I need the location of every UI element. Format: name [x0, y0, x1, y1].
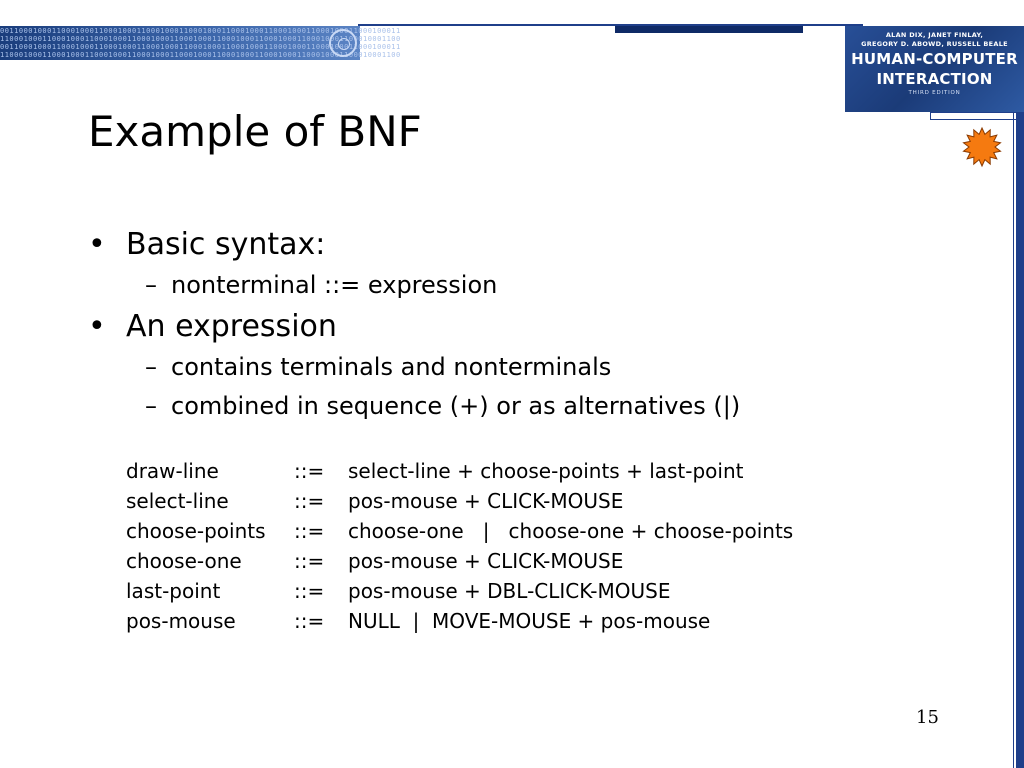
rule-operator: ::=	[294, 579, 325, 603]
rule-operator: ::=	[294, 519, 325, 543]
rule-expression: pos-mouse + CLICK-MOUSE	[348, 489, 624, 513]
rule-nonterminal: pos-mouse	[126, 609, 236, 633]
bullet-marker: •	[88, 227, 106, 262]
rule-nonterminal: last-point	[126, 579, 221, 603]
slide-title: Example of BNF	[88, 107, 422, 156]
rule-expression: choose-one | choose-one + choose-points	[348, 519, 794, 543]
binary-row: 1100010001100010001100010001100010001100010001100010001100010001100010001100010001100	[0, 51, 401, 59]
binary-row: 0011000100011000100011000100011000100011000100011000100011000100011000100011000100011	[0, 27, 401, 35]
rule-expression: NULL | MOVE-MOUSE + pos-mouse	[348, 609, 711, 633]
binary-row: 0011000100011000100011000100011000100011000100011000100011000100011000100011000100011	[0, 43, 401, 51]
sub-bullet-text: nonterminal ::= expression	[171, 271, 498, 299]
book-authors-line: ALAN DIX, JANET FINLAY,	[885, 31, 984, 39]
sub-bullet-text: contains terminals and nonterminals	[171, 353, 612, 381]
book-edition: THIRD EDITION	[908, 90, 961, 96]
rule-operator: ::=	[294, 549, 325, 573]
sub-bullet-marker: –	[145, 392, 157, 420]
book-cover-logo	[845, 26, 1024, 112]
rule-operator: ::=	[294, 609, 325, 633]
page-number: 15	[916, 707, 939, 728]
header-accent-bar	[615, 26, 803, 33]
rule-nonterminal: choose-points	[126, 519, 266, 543]
book-authors-line: GREGORY D. ABOWD, RUSSELL BEALE	[861, 40, 1008, 48]
emblem-icon	[329, 29, 357, 57]
logo-underline	[930, 112, 1024, 120]
sub-bullet-marker: –	[145, 353, 157, 381]
sub-bullet-marker: –	[145, 271, 157, 299]
rule-operator: ::=	[294, 459, 325, 483]
bullet-text: Basic syntax:	[126, 227, 326, 262]
bullet-marker: •	[88, 309, 106, 344]
starburst-icon	[962, 127, 1002, 167]
binary-row: 1100010001100010001100010001100010001100010001100010001100010001100010001100010001100	[0, 35, 401, 43]
rule-nonterminal: draw-line	[126, 459, 219, 483]
rule-expression: select-line + choose-points + last-point	[348, 459, 744, 483]
book-title-line: HUMAN-COMPUTER	[851, 50, 1018, 68]
sub-bullet-text: combined in sequence (+) or as alternatives (|)	[171, 392, 741, 420]
book-title-line: INTERACTION	[876, 70, 993, 88]
binary-header-banner	[0, 26, 401, 60]
rule-nonterminal: select-line	[126, 489, 229, 513]
bullet-text: An expression	[126, 309, 337, 344]
rule-operator: ::=	[294, 489, 325, 513]
right-edge-rule	[1016, 112, 1024, 768]
rule-expression: pos-mouse + CLICK-MOUSE	[348, 549, 624, 573]
rule-nonterminal: choose-one	[126, 549, 242, 573]
rule-expression: pos-mouse + DBL-CLICK-MOUSE	[348, 579, 671, 603]
